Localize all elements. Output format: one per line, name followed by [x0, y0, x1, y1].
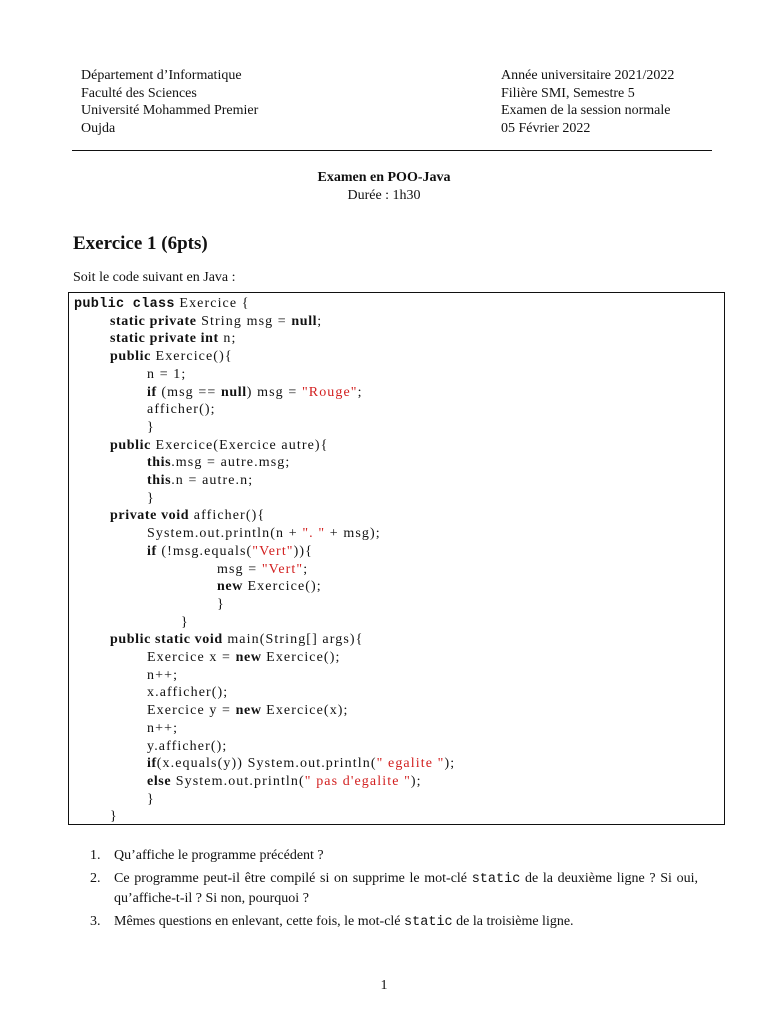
- code-line: [147, 667, 178, 685]
- code-line: [147, 490, 155, 508]
- code-line: [147, 684, 228, 702]
- code-text: System.out.println(n +: [147, 526, 303, 542]
- code-keyword: private void: [110, 508, 190, 524]
- header-divider: [72, 150, 712, 151]
- code-line: [110, 631, 363, 649]
- question-text: Ce programme peut-il être compilé si on supprime le mot-clé: [114, 871, 472, 886]
- code-line: [147, 401, 216, 419]
- exam-title-block: [0, 169, 768, 205]
- code-line: [147, 384, 363, 402]
- code-text: }: [147, 419, 155, 435]
- code-text: y.afficher();: [147, 738, 228, 754]
- code-line: [110, 437, 329, 455]
- code-text: }: [147, 791, 155, 807]
- code-text: Exercice();: [261, 650, 341, 665]
- code-keyword: else: [147, 773, 172, 789]
- code-line: [217, 596, 225, 614]
- university: Université Mohammed Premier: [81, 103, 259, 118]
- code-text: System.out.println(: [171, 773, 305, 789]
- code-text: n;: [218, 331, 237, 347]
- code-text: }: [147, 490, 155, 506]
- code-text: n = 1;: [147, 366, 187, 382]
- code-keyword: null: [291, 313, 318, 329]
- exam-header: [81, 67, 703, 141]
- code-text: x.afficher();: [147, 685, 229, 701]
- code-text: Exercice();: [242, 579, 322, 595]
- string-literal: "Vert": [252, 543, 294, 559]
- code-keyword: this: [147, 473, 172, 488]
- code-keyword: null: [220, 384, 247, 400]
- question-item: [88, 869, 698, 908]
- code-line: [147, 649, 340, 667]
- code-text: Exercice {: [174, 296, 250, 311]
- exam-duration: Durée : 1h30: [347, 188, 421, 203]
- exercise-title: Exercice 1 (6pts): [73, 233, 208, 254]
- question-number: 1.: [90, 848, 101, 863]
- question-text: Qu’affiche le programme précédent ?: [114, 848, 324, 863]
- faculty: Faculté des Sciences: [81, 85, 197, 101]
- code-text: ;: [357, 384, 363, 400]
- question-text: de la deuxième ligne ? Si oui, qu’affiche-t-il ? Si non, pourquoi ?: [114, 871, 699, 906]
- code-line: [147, 366, 186, 384]
- code-text: afficher();: [147, 402, 216, 418]
- code-text: msg =: [217, 561, 262, 577]
- code-text: );: [444, 756, 456, 772]
- code-keyword: public: [110, 349, 151, 365]
- inline-code: static: [404, 915, 453, 930]
- program-semester: Filière SMI, Semestre 5: [501, 85, 635, 101]
- code-text: main(String[] args){: [222, 632, 364, 648]
- code-line: [147, 702, 349, 720]
- code-line: [110, 313, 322, 331]
- code-text: .msg = autre.msg;: [171, 455, 291, 471]
- code-text: n++;: [147, 720, 179, 736]
- code-line: [181, 614, 189, 632]
- code-text: Exercice y =: [147, 703, 236, 719]
- code-keyword: new: [217, 579, 243, 595]
- code-text: ;: [303, 561, 309, 577]
- code-text: }: [110, 809, 118, 825]
- code-text: Exercice(){: [150, 349, 233, 365]
- question-number: 3.: [90, 914, 101, 929]
- code-text: + msg);: [325, 526, 381, 542]
- code-keyword: this: [147, 455, 172, 471]
- inline-code: static: [471, 872, 521, 887]
- code-text: String msg =: [196, 313, 292, 329]
- code-text: );: [410, 773, 422, 789]
- code-line: [110, 507, 265, 525]
- exam-title: Examen en POO-Java: [317, 170, 451, 185]
- code-line: [147, 543, 313, 561]
- code-line: [147, 773, 422, 791]
- exam-date: 05 Février 2022: [501, 120, 591, 136]
- code-keyword: if: [147, 384, 157, 400]
- code-line: [147, 791, 155, 809]
- code-text: Exercice(Exercice autre){: [150, 437, 329, 453]
- code-text: (msg ==: [156, 384, 221, 400]
- code-line: [147, 472, 253, 490]
- code-text: afficher(){: [189, 508, 266, 524]
- code-keyword: public static void: [110, 632, 223, 648]
- department: Département d’Informatique: [81, 68, 242, 83]
- code-text: n++;: [147, 667, 179, 683]
- code-text: .n = autre.n;: [171, 473, 254, 488]
- code-text: ) msg =: [246, 384, 302, 400]
- string-literal: " egalite ": [376, 756, 445, 772]
- code-text: Exercice(x);: [261, 703, 349, 719]
- code-line: [147, 738, 227, 756]
- exam-session: Examen de la session normale: [501, 103, 671, 118]
- academic-year: Année universitaire 2021/2022: [501, 68, 675, 83]
- exercise-intro: Soit le code suivant en Java :: [73, 270, 236, 285]
- code-text: (x.equals(y)) System.out.println(: [156, 756, 377, 772]
- code-text: }: [217, 596, 225, 612]
- question-text: de la troisième ligne.: [452, 914, 574, 929]
- code-listing: [68, 292, 725, 825]
- question-number: 2.: [90, 871, 101, 886]
- city: Oujda: [81, 120, 116, 136]
- code-text: ;: [317, 313, 323, 329]
- question-item: [88, 846, 698, 865]
- code-keyword: public class: [74, 297, 175, 312]
- code-line: [147, 720, 178, 738]
- string-literal: ". ": [302, 526, 326, 542]
- code-text: }: [181, 614, 189, 630]
- code-keyword: new: [235, 703, 262, 719]
- code-line: [147, 419, 155, 437]
- code-line: [147, 454, 290, 472]
- code-keyword: static private int: [110, 331, 219, 347]
- string-literal: " pas d'egalite ": [304, 773, 411, 789]
- code-keyword: if: [147, 756, 157, 772]
- code-keyword: public: [110, 437, 151, 453]
- question-list: [88, 846, 698, 936]
- session-info: [501, 67, 674, 137]
- question-text: Mêmes questions en enlevant, cette fois, le mot-clé: [114, 914, 405, 929]
- code-line: [110, 348, 233, 366]
- code-line: [110, 808, 118, 826]
- code-line: [147, 755, 455, 773]
- code-line: [217, 561, 308, 579]
- code-text: )){: [293, 543, 313, 559]
- code-text: Exercice x =: [147, 650, 236, 665]
- code-keyword: if: [147, 543, 157, 559]
- code-line: [217, 578, 322, 596]
- code-line: [147, 525, 381, 543]
- question-item: [88, 912, 698, 932]
- page-number: 1: [380, 978, 388, 993]
- string-literal: "Vert": [261, 561, 304, 577]
- code-line: [74, 295, 250, 313]
- institution-info: [81, 67, 258, 137]
- code-text: (!msg.equals(: [156, 543, 253, 559]
- string-literal: "Rouge": [301, 384, 358, 400]
- code-line: [110, 330, 236, 348]
- code-keyword: static private: [110, 313, 197, 329]
- code-keyword: new: [235, 650, 262, 665]
